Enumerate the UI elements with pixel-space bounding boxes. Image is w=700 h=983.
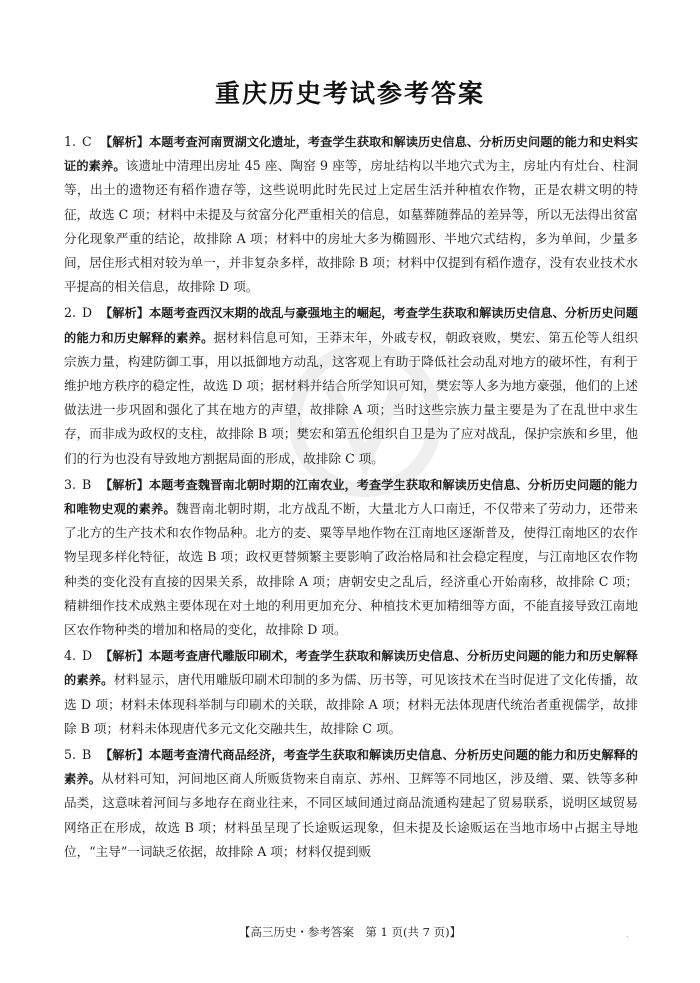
analysis-lead: 【解析】本题考查唐代雕版印刷术，考查学生获取和解读历史信息、分析历史问题的能力和历史解释的素养。 [64, 649, 638, 688]
answer-letter: B [82, 476, 92, 492]
answer-letter: D [82, 305, 93, 321]
analysis-body: 材料显示，唐代用雕版印刷术印制的多为儒、历书等，可见该技术在当时促进了文化传播，故选 D 项；材料未体现科举制与印刷术的关联，故排除 A 项；材料无法体现唐代统治者重视儒学，故排除 B 项；材料未体现唐代多元文化交融共生，故排除 C 项。 [64, 672, 639, 736]
answer-item-2 [64, 301, 638, 470]
analysis-body: 从材料可知，河间地区商人所贩货物来自南京、苏州、卫辉等不同地区，涉及缯、粟、铁等多种品类，这意味着河间与多地存在商业往来，不同区域间通过商品流通构建起了贸易联系，说明区域贸易网络正在形成，故选 B 项；材料虽呈现了长途贩运现象，但未提及长途贩运在当地市场中占据主导地位，“主导”一词缺乏依据，故排除 A 项；材料仅提到贩 [64, 771, 639, 859]
answer-letter: D [82, 648, 93, 664]
analysis-body: 据材料信息可知，王莽末年，外戚专权，朝政衰败，樊宏、第五伦等人组织宗族力量，构建防御工事，用以抵御地方动乱，这客观上有助于降低社会动乱对地方的破坏性，有利于维护地方秩序的稳定性，故选 D 项；据材料并结合所学知识可知，樊宏等人多为地方豪强，他们的上述做法进一步巩固和强化了其在地方的声望，故排除 A 项；当时这些宗族力量主要是为了在乱世中求生存，而非成为政权的支柱，故排除 B 项；樊宏和第五伦组织自卫是为了应对战乱，保护宗族和乡里，他们的行为也没有导致地方割据局面的形成，故排除 C 项。 [64, 329, 639, 466]
analysis-body: 魏晋南北朝时期，北方战乱不断，大量北方人口南迁，不仅带来了劳动力，还带来了北方的生产技术和农作物品种。北方的麦、粟等旱地作物在江南地区逐渐普及，使得江南地区的农作物呈现多样化特征，故选 B 项；政权更替频繁主要影响了政治格局和社会稳定程度，与江南地区农作物种类的变化没有直接的因果关系，故排除 A 项；唐朝安史之乱后，经济重心开始南移，故排除 C 项；精耕细作技术成熟主要体现在对土地的利用更加充分、种植技术更加精细等方面，不能直接导致江南地区农作物种类的增加和格局的变化，故排除 D 项。 [64, 501, 639, 638]
analysis-lead: 【解析】本题考查西汉末期的战乱与豪强地主的崛起，考查学生获取和解读历史信息、分析历史问题的能力和历史解释的素养。 [64, 306, 638, 345]
question-number: 2. [64, 305, 77, 321]
answer-letter: C [82, 134, 92, 149]
answer-item-4 [64, 644, 638, 741]
analysis-tag: 【解析】 [100, 135, 149, 149]
answer-list [64, 130, 638, 866]
answer-item-5 [64, 743, 638, 864]
question-number: 5. [64, 747, 77, 763]
analysis-body: 该遗址中清理出房址 45 座、陶窑 9 座等，房址结构以半地穴式为主，房址内有灶台、柱洞等，出土的遗物还有稻作遗存等，这些说明此时先民过上定居生活并种植农作物，正是农耕文明的特征，故选 C 项；材料中未提及与贫富分化严重相关的信息，如墓葬随葬品的差异等，所以无法得出贫富分化现象严重的结论，故排除 A 项；材料中的房址大多为椭圆形、半地穴式结构，多为单间，少量多间，居住形式相对较为单一，并非复杂多样，故排除 B 项；材料中仅提到有稻作遗存，没有农业技术水平提高的相关信息，故排除 D 项。 [64, 158, 638, 295]
page-title: 重庆历史考试参考答案 [214, 79, 485, 108]
answer-item-3 [64, 473, 638, 642]
corner-mark: . [626, 930, 629, 939]
analysis-lead: 【解析】本题考查魏晋南北朝时期的江南农业，考查学生获取和解读历史信息、分析历史问题的能力和唯物史观的素养。 [64, 477, 638, 517]
answer-letter: B [82, 747, 92, 763]
question-number: 4. [64, 648, 77, 664]
question-number: 3. [64, 476, 77, 492]
page-footer: 【高三历史・参考答案 第 1 页(共 7 页)】 [238, 925, 462, 939]
analysis-lead: 【解析】本题考查清代商品经济，考查学生获取和解读历史信息、分析历史问题的能力和历史解释的素养。 [64, 748, 638, 787]
answer-item-1 [64, 130, 638, 299]
question-number: 1. [64, 134, 77, 149]
analysis-lead: 本题考查河南贾湖文化遗址，考查学生获取和解读历史信息、分析历史问题的能力和史料实证的素养。 [64, 135, 639, 174]
